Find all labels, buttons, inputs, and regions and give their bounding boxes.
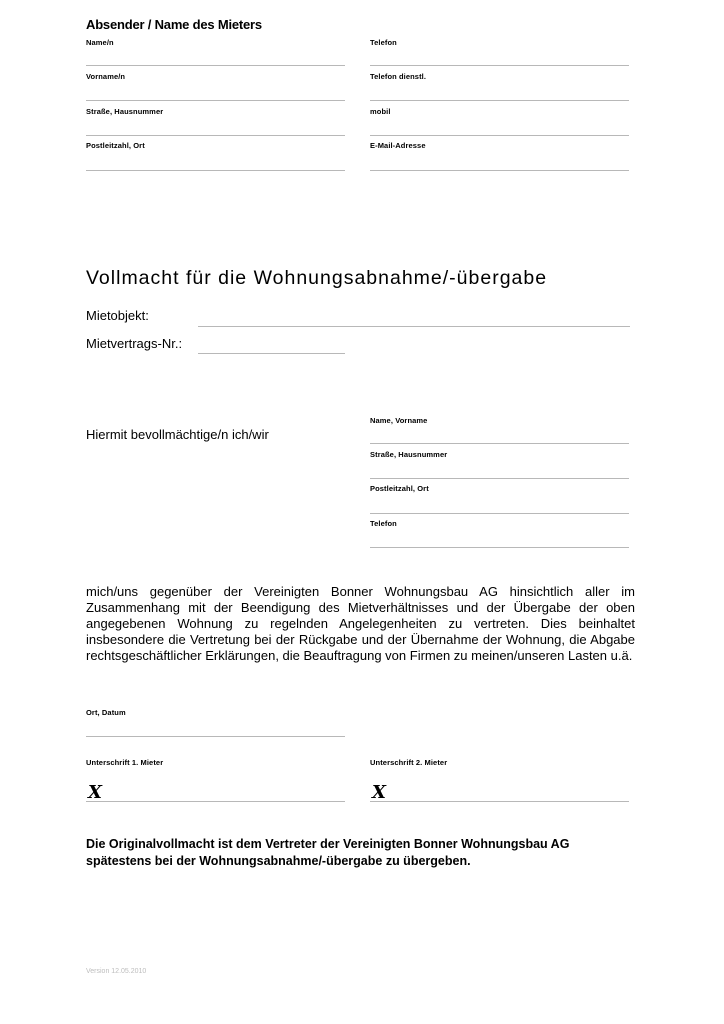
field-line-name[interactable] — [86, 65, 345, 66]
signature-1-mark: X — [88, 782, 102, 803]
signature-1-label: Unterschrift 1. Mieter — [86, 758, 164, 767]
signature-2-mark: X — [372, 782, 386, 803]
authorize-text: Hiermit bevollmächtige/n ich/wir — [86, 427, 269, 442]
page-title: Vollmacht für die Wohnungsabnahme/-übergabe — [86, 267, 548, 289]
agent-line-strasse[interactable] — [370, 478, 629, 479]
agent-label-plz: Postleitzahl, Ort — [370, 484, 429, 493]
field-label-vorname: Vorname/n — [86, 72, 126, 81]
mietobjekt-line[interactable] — [198, 326, 630, 327]
notice-line-1: Die Originalvollmacht ist dem Vertreter der Vereinigten Bonner Wohnungsbau AG — [86, 837, 570, 851]
mietvertrag-label: Mietvertrags-Nr.: — [86, 336, 183, 351]
field-line-telefon-dienstl[interactable] — [370, 100, 629, 101]
field-label-plz: Postleitzahl, Ort — [86, 141, 145, 150]
notice-line-2: spätestens bei der Wohnungsabnahme/-übergabe zu übergeben. — [86, 854, 471, 868]
field-line-plz[interactable] — [86, 170, 345, 171]
authorization-paragraph: mich/uns gegenüber der Vereinigten Bonner Wohnungsbau AG hinsichtlich aller im Zusammenhang mit der Beendigung des Mietverhältnisses und der Übergabe der oben angegebenen Wohnung zu regelnden Angelegenheiten zu vertreten. Dies beinhaltet insbesondere die Vertretung bei der Rückgabe und der Übernahme der Wohnung, die Abgabe rechtsgeschäftlicher Erklärungen, die Beauftragung von Firmen zu meinen/unseren Lasten u.ä. — [86, 584, 635, 663]
ort-datum-label: Ort, Datum — [86, 708, 126, 717]
field-line-telefon[interactable] — [370, 65, 629, 66]
mietvertrag-line[interactable] — [198, 353, 345, 354]
field-label-email: E-Mail-Adresse — [370, 141, 426, 150]
field-label-telefon: Telefon — [370, 38, 397, 47]
field-line-strasse[interactable] — [86, 135, 345, 136]
field-label-name: Name/n — [86, 38, 114, 47]
field-line-vorname[interactable] — [86, 100, 345, 101]
notice-text — [86, 836, 569, 870]
agent-label-telefon: Telefon — [370, 519, 397, 528]
field-line-email[interactable] — [370, 170, 629, 171]
agent-line-plz[interactable] — [370, 513, 629, 514]
signature-2-line[interactable] — [370, 801, 629, 802]
sender-heading: Absender / Name des Mieters — [86, 17, 262, 32]
field-line-mobil[interactable] — [370, 135, 629, 136]
agent-line-telefon[interactable] — [370, 547, 629, 548]
version-text: Version 12.05.2010 — [86, 968, 147, 975]
agent-label-strasse: Straße, Hausnummer — [370, 450, 448, 459]
field-label-mobil: mobil — [370, 107, 391, 116]
mietobjekt-label: Mietobjekt: — [86, 308, 149, 323]
field-label-strasse: Straße, Hausnummer — [86, 107, 164, 116]
signature-1-line[interactable] — [86, 801, 345, 802]
ort-datum-line[interactable] — [86, 736, 345, 737]
agent-label-name: Name, Vorname — [370, 416, 428, 425]
field-label-telefon-dienstl: Telefon dienstl. — [370, 72, 427, 81]
signature-2-label: Unterschrift 2. Mieter — [370, 758, 448, 767]
agent-line-name[interactable] — [370, 443, 629, 444]
